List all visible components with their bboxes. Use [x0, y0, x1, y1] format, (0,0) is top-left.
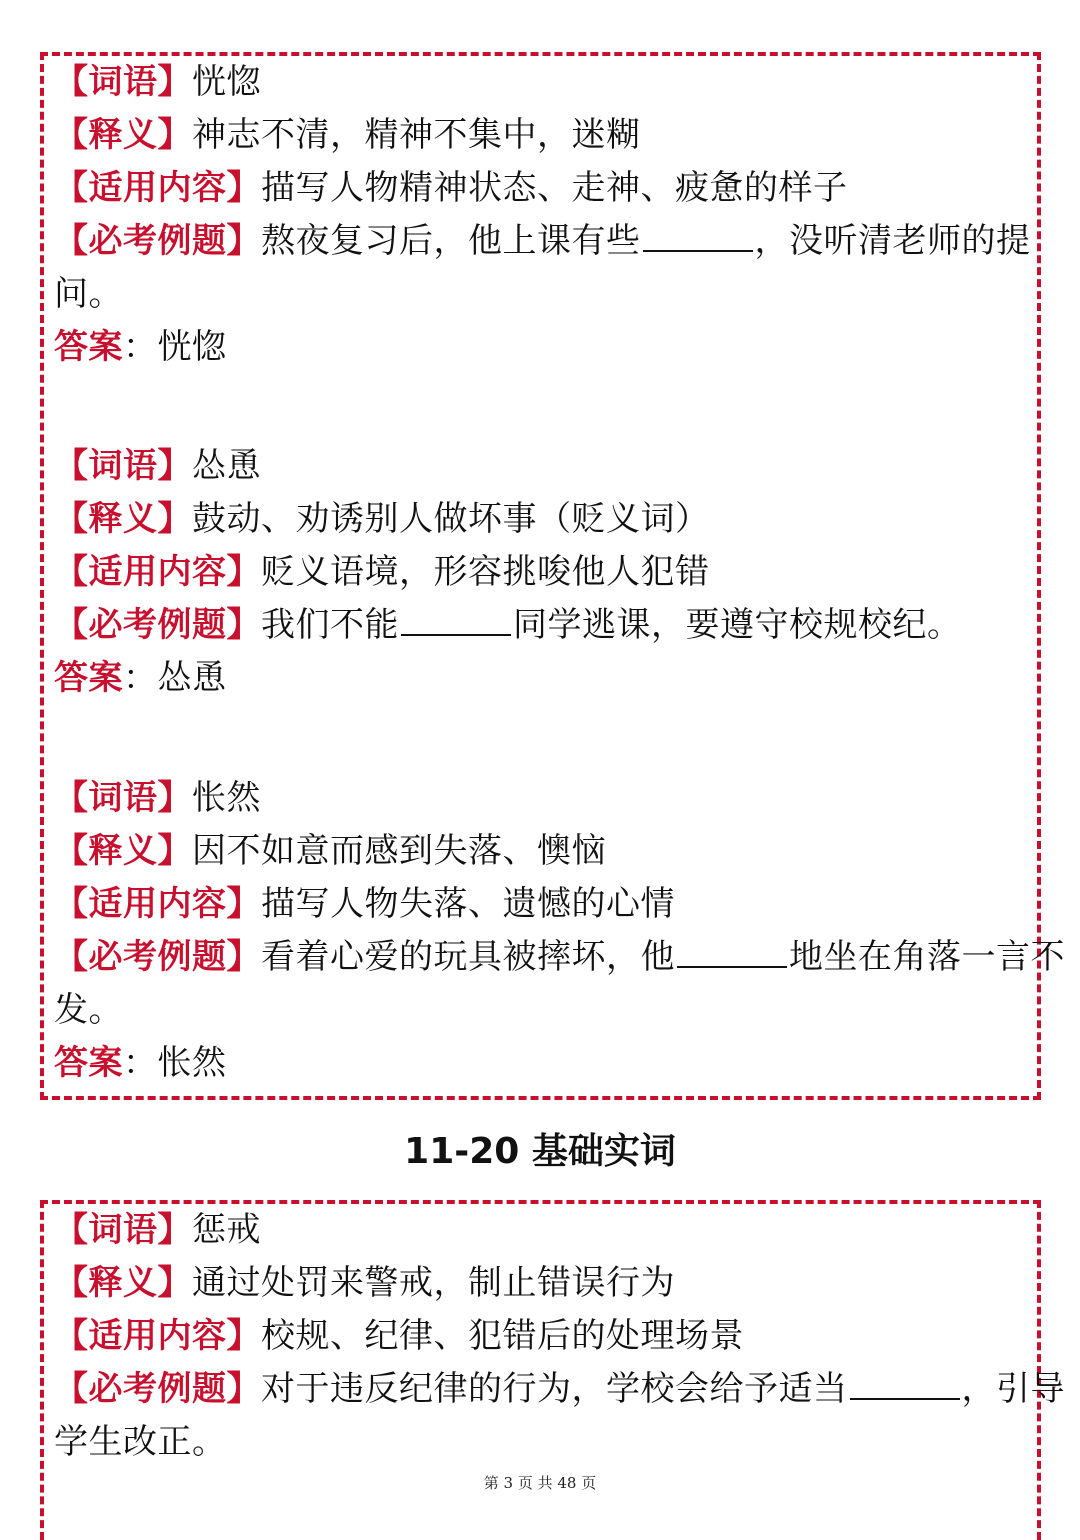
example-text-continued: 发。: [54, 990, 123, 1030]
answer-separator: ：: [123, 1043, 158, 1083]
example-text-before: 对于违反纪律的行为，学校会给予适当: [261, 1369, 848, 1409]
entry-answer-line: [54, 1037, 227, 1089]
meaning-label: 【释义】: [54, 499, 192, 539]
entry-answer-line: [54, 321, 227, 373]
entry-usage-line: [54, 162, 848, 214]
example-text-before: 我们不能: [261, 605, 399, 645]
word-label: 【词语】: [54, 446, 192, 486]
entry-example-continuation: [54, 984, 123, 1036]
usage-label: 【适用内容】: [54, 1316, 261, 1356]
entry-usage: 贬义语境，形容挑唆他人犯错: [261, 552, 710, 592]
entry-meaning: 通过处罚来警戒，制止错误行为: [192, 1263, 675, 1303]
entry-meaning-line: [54, 825, 606, 877]
answer-label: 答案: [54, 327, 123, 367]
meaning-label: 【释义】: [54, 115, 192, 155]
entry-example-continuation: [54, 268, 123, 320]
entry-word-line: [54, 440, 261, 492]
entry-word-line: [54, 772, 261, 824]
example-label: 【必考例题】: [54, 1369, 261, 1409]
entry-word: 怂恿: [192, 446, 261, 486]
entry-meaning-line: [54, 1257, 675, 1309]
example-text-continued: 问。: [54, 274, 123, 314]
answer-value: 恍惚: [157, 327, 227, 367]
answer-label: 答案: [54, 1043, 123, 1083]
meaning-label: 【释义】: [54, 831, 192, 871]
example-text-after: 同学逃课，要遵守校规校纪。: [513, 605, 962, 645]
fill-in-blank: [401, 600, 511, 636]
entry-usage: 描写人物失落、遗憾的心情: [261, 884, 675, 924]
page-number-footer: 第 3 页 共 48 页: [483, 1474, 597, 1492]
entry-usage-line: [54, 878, 675, 930]
usage-label: 【适用内容】: [54, 168, 261, 208]
example-text-after: ，没听清老师的提: [754, 221, 1031, 261]
entry-meaning: 鼓动、劝诱别人做坏事（贬义词）: [192, 499, 710, 539]
answer-value: 怂恿: [157, 658, 227, 698]
entry-word: 怅然: [192, 778, 261, 818]
answer-label: 答案: [54, 658, 123, 698]
entry-example-continuation: [54, 1416, 227, 1468]
entry-usage: 校规、纪律、犯错后的处理场景: [261, 1316, 744, 1356]
entry-word: 惩戒: [192, 1210, 261, 1250]
example-text-after: 地坐在角落一言不: [789, 937, 1065, 977]
example-text-before: 看着心爱的玩具被摔坏，他: [261, 937, 675, 977]
entry-meaning: 因不如意而感到失落、懊恼: [192, 831, 606, 871]
example-label: 【必考例题】: [54, 937, 261, 977]
word-label: 【词语】: [54, 1210, 192, 1250]
example-text-continued: 学生改正。: [54, 1422, 227, 1462]
entry-example-line: [54, 215, 1031, 267]
word-label: 【词语】: [54, 62, 192, 102]
entry-example-line: [54, 599, 962, 651]
usage-label: 【适用内容】: [54, 884, 261, 924]
usage-label: 【适用内容】: [54, 552, 261, 592]
answer-separator: ：: [123, 658, 158, 698]
vocab-card-1-10: [40, 52, 1065, 1100]
example-label: 【必考例题】: [54, 221, 261, 261]
entry-usage: 描写人物精神状态、走神、疲惫的样子: [261, 168, 848, 208]
entry-word-line: [54, 56, 261, 108]
example-text-before: 熬夜复习后，他上课有些: [261, 221, 641, 261]
example-text-after: ，引导: [961, 1369, 1065, 1409]
entry-example-line: [54, 1363, 1065, 1415]
example-label: 【必考例题】: [54, 605, 261, 645]
entry-answer-line: [54, 652, 227, 704]
fill-in-blank: [677, 932, 787, 968]
entry-meaning-line: [54, 109, 641, 161]
entry-meaning-line: [54, 493, 710, 545]
fill-in-blank: [850, 1364, 960, 1400]
section-title: 11-20 基础实词: [404, 1131, 676, 1172]
answer-separator: ：: [123, 327, 158, 367]
entry-usage-line: [54, 546, 710, 598]
word-label: 【词语】: [54, 778, 192, 818]
entry-usage-line: [54, 1310, 744, 1362]
entry-example-line: [54, 931, 1065, 983]
entry-word-line: [54, 1204, 261, 1256]
answer-value: 怅然: [157, 1043, 227, 1083]
entry-word: 恍惚: [192, 62, 261, 102]
meaning-label: 【释义】: [54, 1263, 192, 1303]
fill-in-blank: [643, 216, 753, 252]
entry-meaning: 神志不清，精神不集中，迷糊: [192, 115, 641, 155]
